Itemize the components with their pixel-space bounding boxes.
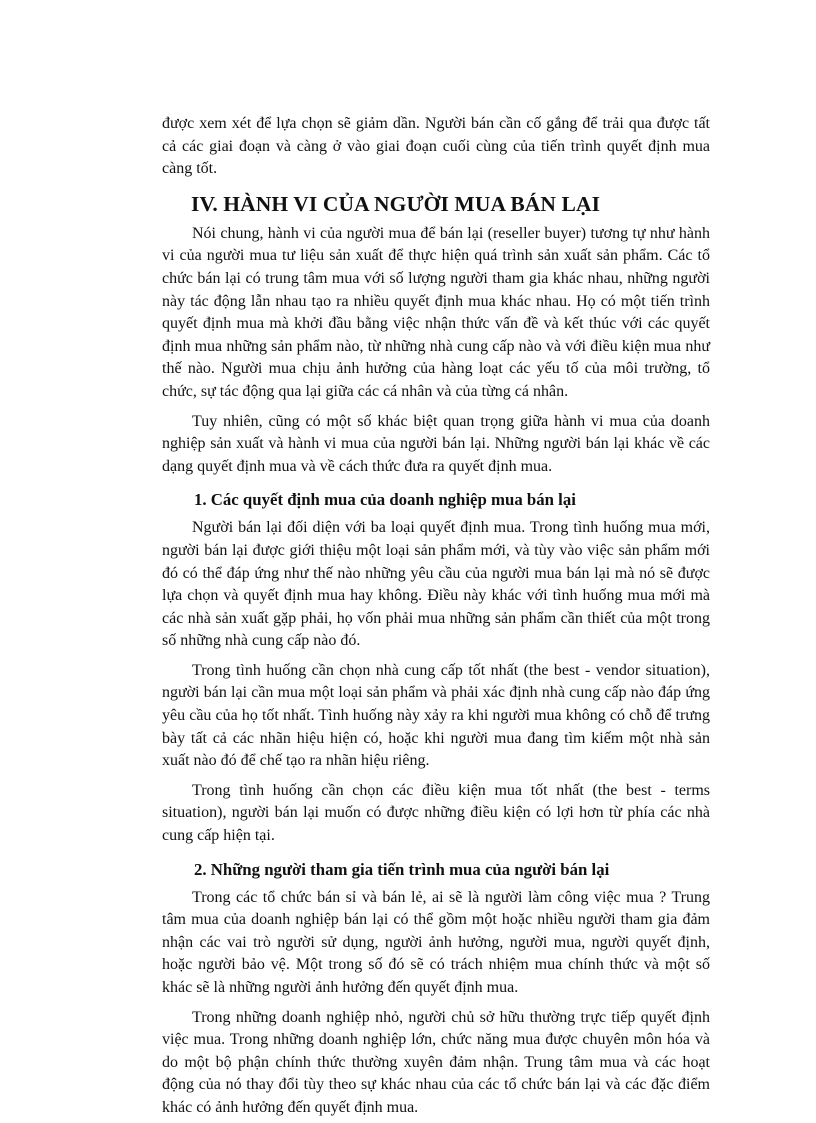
section-paragraph-2: Tuy nhiên, cũng có một số khác biệt quan trọng giữa hành vi mua của doanh nghiệp sản xuất và hành vi mua của người bán lại. Những người bán lại khác về các dạng quyết định mua và về cách thức đưa ra quyết định mua. [162, 412, 710, 475]
section-paragraph-1: Nói chung, hành vi của người mua để bán lại (reseller buyer) tương tự như hành vi của người mua tư liệu sản xuất để thực hiện quá trình sản xuất sản phẩm. Các tổ chức bán lại có trung tâm mua với số lượng người tham gia khác nhau, những người này tác động lẫn nhau tạo ra nhiều quyết định mua khác nhau. Họ có một tiến trình quyết định mua mà khởi đầu bằng việc nhận thức vấn đề và kết thúc với các quyết định mua những sản phẩm nào, từ những nhà cung cấp nào và với điều kiện mua như thế nào. Người mua chịu ảnh hưởng của hàng loạt các yếu tố của môi trường, tổ chức, sự tác động qua lại giữa các cá nhân và của từng cá nhân. [162, 224, 710, 400]
intro-paragraph: được xem xét để lựa chọn sẽ giảm dần. Người bán cần cố gắng để trải qua được tất cả các giai đoạn và càng ở vào giai đoạn cuối cùng của tiến trình quyết định mua càng tốt. [162, 115, 710, 178]
section-title: IV. HÀNH VI CỦA NGƯỜI MUA BÁN LẠI [191, 191, 601, 216]
subsection-2-paragraph-2: Trong những doanh nghiệp nhỏ, người chủ sở hữu thường trực tiếp quyết định việc mua. Trong những doanh nghiệp lớn, chức năng mua được chuyên môn hóa và do một bộ phận chính thức thường xuyên đảm nhận. Trung tâm mua và các hoạt động của nó thay đổi tùy theo sự khác nhau của các tổ chức bán lại và các đặc điểm khác có ảnh hưởng đến quyết định mua. [162, 1008, 710, 1116]
subsection-1-paragraph-1: Người bán lại đối diện với ba loại quyết định mua. Trong tình huống mua mới, người bán lại được giới thiệu một loại sản phẩm mới, và tùy vào việc sản phẩm mới đó có thể đáp ứng như thế nào những yêu cầu của người mua bán lại mà nó sẽ được lựa chọn và quyết định mua hay không. Điều này khác với tình huống mua mới mà các nhà sản xuất gặp phải, họ vốn phải mua những sản phẩm cần thiết của một trong số những nhà cung cấp nào đó. [162, 519, 710, 650]
subsection-2-paragraph-1: Trong các tổ chức bán sỉ và bán lẻ, ai sẽ là người làm công việc mua ? Trung tâm mua của doanh nghiệp bán lại có thể gồm một hoặc nhiều người tham gia đảm nhận các vai trò người sử dụng, người ảnh hưởng, người mua, người quyết định, hoặc người bảo vệ. Một trong số đó sẽ có trách nhiệm mua chính thức và một số khác sẽ là những người ảnh hưởng đến quyết định mua. [162, 888, 710, 996]
subsection-1-title: 1. Các quyết định mua của doanh nghiệp mua bán lại [194, 490, 576, 510]
subsection-1-paragraph-3: Trong tình huống cần chọn các điều kiện mua tốt nhất (the best - terms situation), người bán lại muốn có được những điều kiện có lợi hơn từ phía các nhà cung cấp hiện tại. [162, 781, 710, 845]
subsection-2-title: 2. Những người tham gia tiến trình mua của người bán lại [194, 859, 610, 879]
document-page [162, 113, 710, 1120]
subsection-1-paragraph-2: Trong tình huống cần chọn nhà cung cấp tốt nhất (the best - vendor situation), người bán lại cần mua một loại sản phẩm và phải xác định nhà cung cấp nào đáp ứng yêu cầu của họ tốt nhất. Tình huống này xảy ra khi người mua không có chỗ để trưng bày tất cả các nhãn hiệu hiện có, hoặc khi người mua đang tìm kiếm một nhà sản xuất nào đó để chế tạo ra nhãn hiệu riêng. [162, 661, 710, 770]
